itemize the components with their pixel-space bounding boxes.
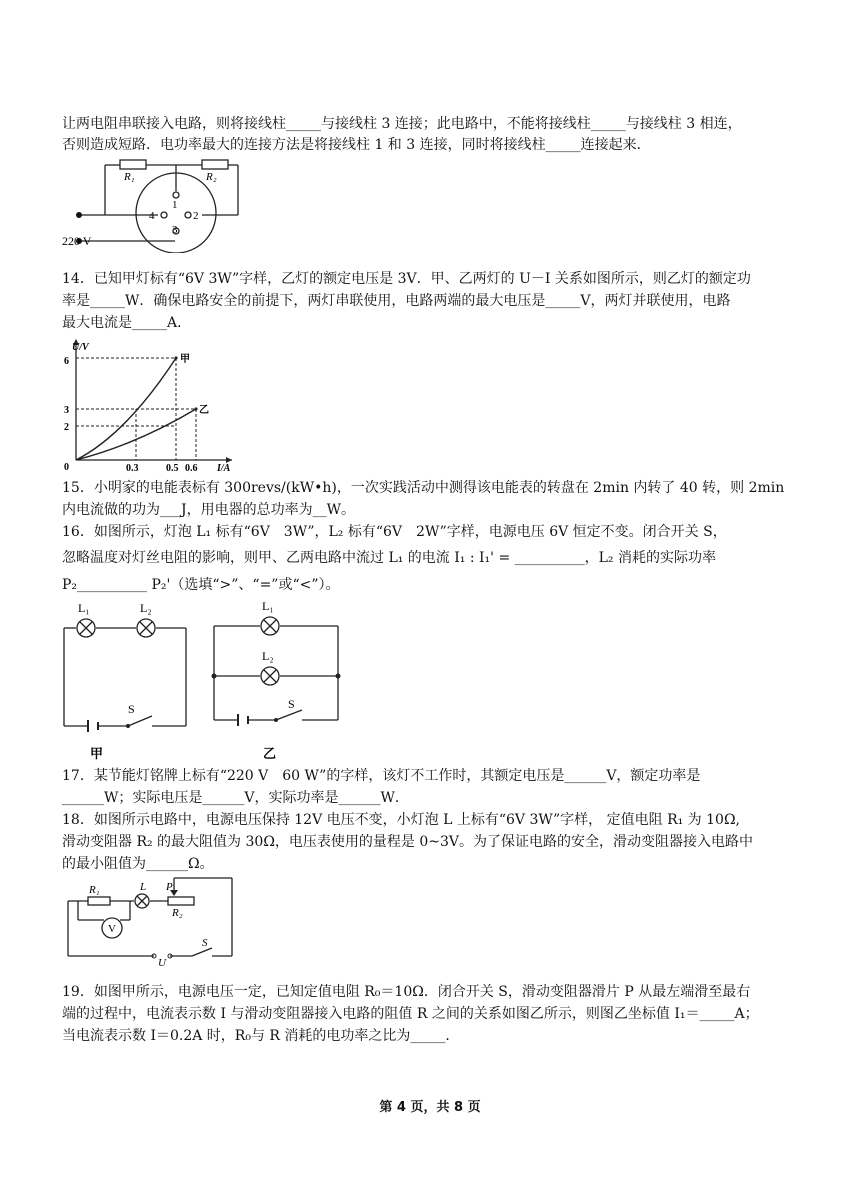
terminal-dot-top [76,212,82,218]
series-label-yi: 乙 [199,405,209,416]
slider-label: P [166,881,173,893]
q13-text-line-1: 让两电阻串联接入电路，则将接线柱_____与接线柱 3 连接；此电路中，不能将接线柱_____与接线柱 3 相连， [62,116,742,132]
terminal-4-label: 4 [149,210,155,222]
q18-text-line-2: 滑动变阻器 R₂ 的最大阻值为 30Ω，电压表使用的量程是 0~3V。为了保证电路的安全，滑动变阻器接入电路中 [62,834,754,850]
q19-text-line-2: 端的过程中，电流表示数 I 与滑动变阻器接入电路的阻值 R 之间的关系如图乙所示，则图乙坐标值 I₁＝_____A； [62,1006,759,1022]
q18-text-line-3: 的最小阻值为______Ω。 [62,856,214,872]
q14-text-line-3: 最大电流是_____A． [62,315,192,331]
figure-14-ui-chart [60,336,240,476]
q15-text-line-2: 内电流做的功为___J，用电器的总功率为__W。 [62,502,356,518]
r2-label: R₂ [172,907,183,919]
caption-yi: 乙 [263,746,277,761]
q14-text-line-2: 率是_____W．确保电路安全的前提下，两灯串联使用，电路两端的最大电压是_____V，两灯并联使用，电路 [62,293,731,309]
x-tick-0-6: 0.6 [185,463,198,474]
origin-label: 0 [64,462,69,473]
figure-13-circuit [62,153,242,253]
x-tick-0-5: 0.5 [166,463,179,474]
series-label-jia: 甲 [180,354,190,365]
q19-text-line-3: 当电流表示数 I＝0.2A 时，R₀与 R 消耗的电功率之比为_____． [62,1028,460,1044]
y-tick-2: 2 [64,422,69,433]
point-jia-end [174,356,177,359]
q13-text-line-2: 否则造成短路．电功率最大的连接方法是将接线柱 1 和 3 连接，同时将接线柱_____连接起来． [62,137,651,153]
q15-text-line-1: 15．小明家的电能表标有 300revs/(kW•h)，一次实践活动中测得该电能表的转盘在 2min 内转了 40 转，则 2min [62,480,785,496]
l1-label-a: L₁ [78,601,90,615]
q18-text-line-1: 18．如图所示电路中，电源电压保持 12V 电压不变，小灯泡 L 上标有“6V 3W”字样， 定值电阻 R₁ 为 10Ω, [62,812,740,828]
voltage-label: 220 V [62,234,92,248]
r2-label: R₂ [206,171,217,183]
q17-text-line-2: ______W；实际电压是______V，实际功率是______W． [62,790,409,806]
q17-text-line-1: 17．某节能灯铭牌上标有“220 V 60 W”的字样，该灯不工作时，其额定电压是______V，额定功率是 [62,768,701,784]
y-axis-label: U/V [72,342,89,353]
terminal-1-label: 1 [172,199,178,211]
x-tick-0-3: 0.3 [126,463,139,474]
source-label: U [158,957,166,968]
q16-text-line-1: 16．如图所示，灯泡 L₁ 标有“6V 3W”，L₂ 标有“6V 2W”字样，电源电压 6V 恒定不变。闭合开关 S， [62,524,727,540]
r1-label: R₁ [89,884,100,896]
r1-label: R₁ [124,171,135,183]
caption-jia: 甲 [90,746,104,761]
q16-text-line-2: 忽略温度对灯丝电阻的影响，则甲、乙两电路中流过 L₁ 的电流 I₁ : I₁' = __________，L₂ 消耗的实际功率 [62,550,716,566]
point-yi-end [194,407,197,410]
switch-label-b: S [288,697,295,711]
q14-text-line-1: 14．已知甲灯标有“6V 3W”字样，乙灯的额定电压是 3V．甲、乙两灯的 U－I 关系如图所示，则乙灯的额定功 [62,271,751,287]
q16-text-line-3: P₂__________ P₂'（选填“>”、“=”或“<”）。 [62,577,340,593]
figure-16-circuits [58,598,358,763]
lamp-label: L [140,881,147,893]
q19-text-line-1: 19．如图甲所示，电源电压一定，已知定值电阻 R₀＝10Ω．闭合开关 S，滑动变阻器滑片 P 从最左端滑至最右 [62,984,751,1000]
voltmeter-label: V [108,923,116,935]
terminal-2-label: 2 [193,210,199,222]
l1-label-b: L₁ [262,599,274,613]
terminal-3-label: 3 [172,224,178,236]
page-footer: 第 4 页，共 8 页 [379,1100,481,1115]
y-tick-3: 3 [64,405,69,416]
switch-label-a: S [128,702,135,716]
figure-18-circuit [62,872,242,968]
switch-label: S [202,937,208,949]
l2-label-a: L₂ [140,601,152,615]
l2-label-b: L₂ [262,649,274,663]
y-tick-6: 6 [64,356,69,367]
x-axis-label: I/A [217,463,231,474]
